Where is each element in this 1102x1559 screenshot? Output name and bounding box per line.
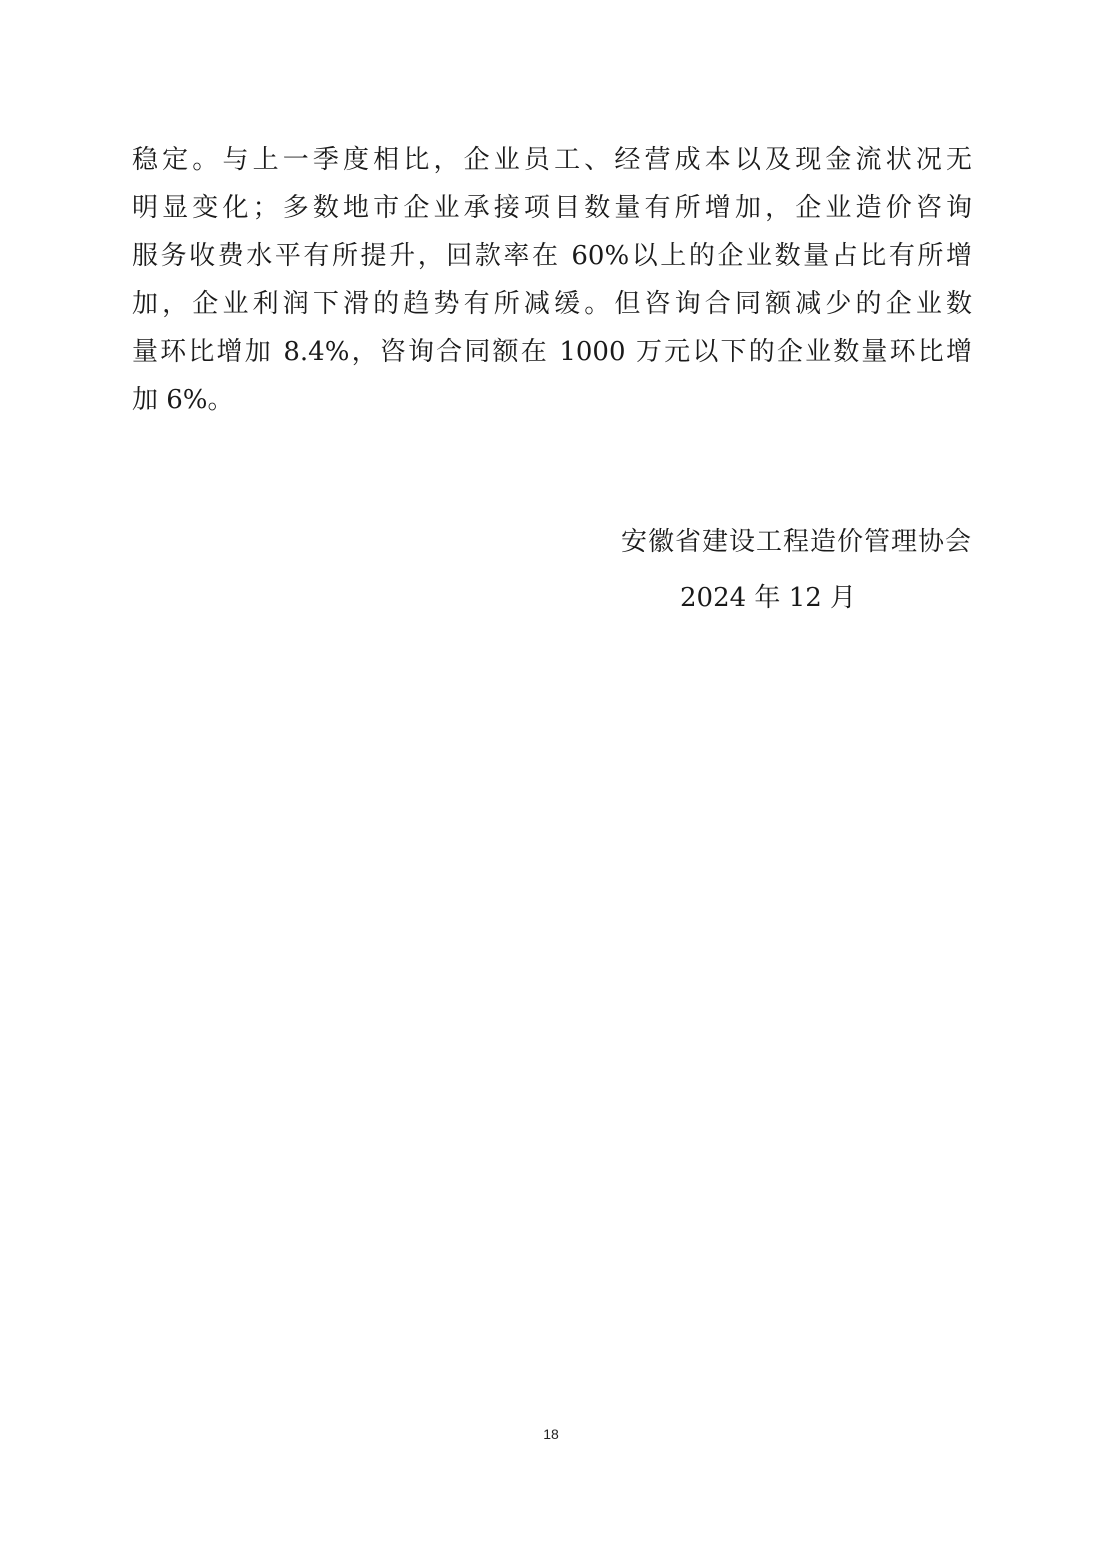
signature-block xyxy=(560,518,972,613)
page-number: 18 xyxy=(543,1426,559,1442)
body-paragraph xyxy=(132,136,972,424)
paragraph-line-5: 量环比增加 8.4%，咨询合同额在 1000 万元以下的企业数量环比增 xyxy=(132,337,972,367)
paragraph-line-2: 明显变化；多数地市企业承接项目数量有所增加，企业造价咨询 xyxy=(132,193,972,223)
signature-organization: 安徽省建设工程造价管理协会 xyxy=(620,527,972,557)
signature-date: 2024 年 12 月 xyxy=(680,583,857,613)
paragraph-line-3: 服务收费水平有所提升，回款率在 60%以上的企业数量占比有所增 xyxy=(132,241,972,271)
paragraph-line-6: 加 6%。 xyxy=(132,385,234,415)
paragraph-line-1: 稳定。与上一季度相比，企业员工、经营成本以及现金流状况无 xyxy=(132,145,972,175)
paragraph-line-4: 加，企业利润下滑的趋势有所减缓。但咨询合同额减少的企业数 xyxy=(132,289,972,319)
